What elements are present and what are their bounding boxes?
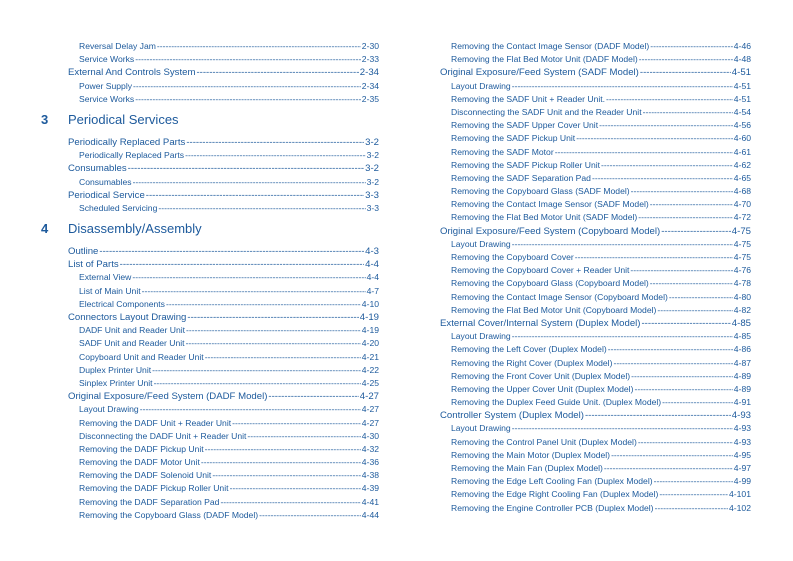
toc-entry-page: 2-35: [361, 93, 379, 104]
toc-leader: [638, 211, 733, 224]
toc-entry-page: 4-68: [733, 186, 751, 197]
toc-entry-title: Removing the SADF Pickup Roller Unit: [451, 159, 601, 170]
toc-leader: [643, 106, 733, 119]
toc-leader: [140, 403, 361, 416]
toc-entry-page: 3-3: [366, 202, 379, 213]
toc-leader: [611, 449, 733, 462]
toc-entry[interactable]: [68, 66, 379, 79]
toc-entry-title: Removing the DADF Motor Unit: [79, 457, 200, 468]
toc-entry-page: 4-89: [733, 383, 751, 394]
toc-entry-page: 4-39: [361, 483, 379, 494]
toc-entry-title: Removing the Contact Image Sensor (DADF Model): [451, 41, 650, 51]
toc-right-column: [440, 40, 751, 515]
chapter-title: Periodical Services: [68, 111, 179, 127]
toc-entry[interactable]: [440, 317, 751, 330]
toc-entry[interactable]: [440, 66, 751, 79]
toc-entry-title: Original Exposure/Feed System (Copyboard Model): [440, 225, 661, 237]
toc-entry[interactable]: [68, 417, 379, 430]
toc-entry-title: Removing the DADF Pickup Unit: [79, 443, 204, 454]
toc-entry-title: Removing the Main Motor (Duplex Model): [451, 449, 611, 460]
toc-entry-page: 4-19: [359, 312, 379, 323]
toc-leader: [634, 383, 732, 396]
toc-entry-page: 3-2: [366, 150, 379, 161]
toc-entry-page: 4-60: [733, 133, 751, 144]
toc-entry[interactable]: [68, 337, 379, 350]
toc-leader: [230, 482, 361, 495]
chapter-title: Disassembly/Assembly: [68, 221, 202, 237]
toc-leader: [142, 285, 366, 298]
toc-entry-title: Removing the Flat Bed Motor Unit (SADF Model): [451, 212, 638, 223]
toc-entry-page: 3-2: [365, 163, 379, 175]
toc-entry-page: 4-62: [733, 159, 751, 170]
toc-entry[interactable]: [440, 185, 751, 198]
toc-entry-title: Removing the Upper Cover Unit (Duplex Model): [451, 383, 634, 394]
toc-entry[interactable]: [68, 202, 379, 215]
toc-entry[interactable]: [440, 132, 751, 145]
toc-entry-title: Removing the SADF Upper Cover Unit: [451, 120, 599, 131]
toc-entry-title: List of Parts: [68, 259, 119, 271]
toc-entry[interactable]: [440, 53, 751, 66]
toc-entry[interactable]: [440, 225, 751, 238]
toc-entry-page: 4-72: [733, 212, 751, 223]
toc-entry-title: Removing the Copyboard Glass (DADF Model): [79, 509, 259, 520]
toc-entry-title: Reversal Delay Jam: [79, 41, 156, 51]
toc-entry-title: List of Main Unit: [79, 285, 141, 296]
toc-leader: [154, 377, 361, 390]
toc-leader: [205, 351, 361, 364]
toc-entry[interactable]: [68, 390, 379, 403]
toc-leader: [657, 304, 732, 317]
toc-leader: [512, 80, 733, 93]
toc-entry-title: Removing the Front Cover Unit (Duplex Model): [451, 370, 631, 381]
toc-entry[interactable]: [440, 93, 751, 106]
toc-entry-title: Removing the Flat Bed Motor Unit (Copyboard Model): [451, 304, 657, 315]
toc-entry[interactable]: [440, 172, 751, 185]
toc-entry-title: Removing the Copyboard Glass (SADF Model): [451, 186, 630, 197]
toc-entry[interactable]: [68, 377, 379, 390]
toc-leader: [659, 488, 728, 501]
toc-entry[interactable]: [440, 40, 751, 53]
toc-entry-page: 4-21: [361, 351, 379, 362]
toc-entry[interactable]: [440, 330, 751, 343]
toc-entry-page: 4-32: [361, 443, 379, 454]
toc-entry-page: 2-34: [359, 67, 379, 79]
toc-entry-page: 4-99: [733, 476, 751, 487]
toc-entry-page: 4-22: [361, 364, 379, 375]
toc-leader: [606, 93, 733, 106]
toc-entry-title: Removing the Edge Right Cooling Fan (Duplex Model): [451, 489, 659, 500]
toc-entry-title: Layout Drawing: [451, 238, 511, 249]
toc-entry[interactable]: [68, 245, 379, 258]
toc-entry-page: 3-2: [366, 176, 379, 187]
toc-entry[interactable]: [440, 211, 751, 224]
toc-section-continued: [440, 40, 751, 515]
chapter-heading[interactable]: [41, 111, 379, 134]
toc-entry[interactable]: [440, 264, 751, 277]
toc-entry-title: DADF Unit and Reader Unit: [79, 325, 186, 336]
toc-entry-page: 4-56: [733, 120, 751, 131]
toc-entry-title: Removing the Contact Image Sensor (SADF Model): [451, 199, 649, 210]
toc-entry-page: 4-25: [361, 377, 379, 388]
toc-entry-page: 4-89: [733, 370, 751, 381]
toc-entry-page: 4-97: [733, 463, 751, 473]
toc-entry[interactable]: [68, 136, 379, 149]
toc-leader: [608, 343, 733, 356]
toc-entry-page: 4-48: [733, 54, 751, 65]
toc-entry[interactable]: [440, 238, 751, 251]
toc-entry[interactable]: [440, 119, 751, 132]
toc-entry[interactable]: [68, 53, 379, 66]
toc-entry[interactable]: [440, 80, 751, 93]
toc-leader: [135, 53, 361, 66]
toc-leader: [585, 409, 731, 422]
toc-entry[interactable]: [440, 106, 751, 119]
toc-leader: [601, 159, 733, 172]
toc-entry[interactable]: [68, 285, 379, 298]
toc-entry-page: 2-30: [361, 41, 379, 51]
toc-entry-title: Removing the Right Cover (Duplex Model): [451, 357, 613, 368]
toc-entry[interactable]: [440, 488, 751, 501]
toc-entry-title: Removing the Copyboard Cover + Reader Unit: [451, 265, 630, 276]
toc-entry[interactable]: [68, 162, 379, 175]
toc-entry-page: 4-30: [361, 430, 379, 441]
toc-entry[interactable]: [68, 430, 379, 443]
toc-entry-page: 4-87: [733, 357, 751, 368]
toc-leader: [638, 436, 733, 449]
toc-entry-title: Removing the Flat Bed Motor Unit (DADF Model): [451, 54, 638, 65]
chapter-number: 4: [41, 221, 49, 237]
toc-entry-page: 4-75: [733, 252, 751, 262]
toc-leader: [157, 40, 361, 53]
toc-entry[interactable]: [440, 343, 751, 356]
toc-leader: [247, 430, 360, 443]
toc-entry-page: 4-51: [733, 80, 751, 91]
toc-entry[interactable]: [440, 502, 751, 515]
toc-entry-title: Removing the Left Cover (Duplex Model): [451, 344, 607, 355]
chapter-entries: [68, 245, 379, 522]
toc-entry-page: 4-38: [361, 470, 379, 481]
toc-entry[interactable]: [440, 304, 751, 317]
toc-entry[interactable]: [440, 198, 751, 211]
toc-entry-title: Periodical Service: [68, 189, 145, 201]
toc-entry-page: 4-70: [733, 199, 751, 210]
toc-leader: [604, 462, 733, 475]
toc-entry-page: 4-91: [733, 397, 751, 408]
toc-entry-title: Removing the DADF Pickup Roller Unit: [79, 483, 229, 494]
toc-entry[interactable]: [68, 496, 379, 509]
toc-entry[interactable]: [68, 176, 379, 189]
chapter-entries: [68, 136, 379, 215]
toc-entry-page: 4-27: [361, 417, 379, 428]
toc-entry-page: 4-4: [366, 272, 379, 283]
toc-leader: [268, 390, 358, 403]
toc-entry[interactable]: [440, 357, 751, 370]
toc-entry-title: Power Supply: [79, 80, 133, 91]
toc-leader: [655, 502, 728, 515]
toc-entry-title: Removing the Copyboard Glass (Copyboard Model): [451, 278, 649, 289]
toc-entry-title: Removing the SADF Motor: [451, 146, 554, 157]
toc-entry-title: Removing the SADF Pickup Unit: [451, 133, 576, 144]
chapter-3: [41, 111, 379, 215]
toc-entry-title: Periodically Replaced Parts: [68, 136, 186, 148]
toc-leader: [654, 475, 733, 488]
toc-entry-page: 4-78: [733, 278, 751, 289]
toc-entry-title: Outline: [68, 246, 99, 258]
toc-leader: [232, 417, 361, 430]
toc-entry[interactable]: [440, 159, 751, 172]
toc-leader: [196, 66, 358, 79]
toc-leader: [186, 136, 364, 149]
toc-leader: [205, 443, 361, 456]
toc-entry[interactable]: [68, 364, 379, 377]
toc-entry-title: Removing the Edge Left Cooling Fan (Duplex Model): [451, 476, 653, 487]
toc-leader: [185, 149, 365, 162]
toc-entry-page: 2-34: [361, 80, 379, 91]
toc-entry[interactable]: [440, 146, 751, 159]
toc-leader: [576, 132, 733, 145]
toc-entry[interactable]: [68, 189, 379, 202]
toc-leader: [201, 456, 361, 469]
toc-leader: [186, 337, 361, 350]
toc-entry-page: 4-101: [729, 489, 751, 500]
toc-left-column: [41, 40, 379, 522]
toc-entry-title: Consumables: [79, 176, 132, 187]
toc-entry-page: 4-7: [366, 285, 379, 296]
toc-leader: [631, 370, 733, 383]
toc-entry[interactable]: [440, 396, 751, 409]
toc-entry-title: Original Exposure/Feed System (SADF Model): [440, 67, 639, 79]
toc-entry-title: Removing the DADF Solenoid Unit: [79, 470, 212, 481]
toc-entry-title: Scheduled Servicing: [79, 202, 158, 213]
toc-leader: [128, 162, 364, 175]
toc-entry-page: 4-85: [733, 331, 751, 342]
toc-entry-title: Removing the Control Panel Unit (Duplex Model): [451, 436, 637, 447]
toc-entry-title: Electrical Components: [79, 298, 165, 309]
toc-leader: [575, 251, 733, 264]
toc-entry-page: 4-36: [361, 457, 379, 468]
toc-entry-page: 4-20: [361, 338, 379, 349]
toc-entry[interactable]: [68, 324, 379, 337]
toc-leader: [133, 176, 366, 189]
toc-leader: [631, 185, 733, 198]
toc-section-continued: [68, 40, 379, 106]
toc-leader: [640, 66, 731, 79]
toc-entry-title: Disconnecting the DADF Unit + Reader Unit: [79, 430, 247, 441]
toc-entry-page: 4-86: [733, 344, 751, 355]
toc-entry-page: 4-76: [733, 265, 751, 276]
toc-leader: [152, 364, 361, 377]
toc-entry[interactable]: [440, 462, 751, 475]
toc-entry-title: Removing the DADF Unit + Reader Unit: [79, 417, 232, 428]
toc-entry-page: 4-41: [361, 496, 379, 507]
toc-entry-page: 4-3: [365, 246, 379, 258]
toc-entry[interactable]: [440, 409, 751, 422]
toc-entry-page: 2-33: [361, 54, 379, 65]
toc-leader: [669, 291, 733, 304]
toc-entry-page: 4-95: [733, 449, 751, 460]
toc-entry[interactable]: [440, 475, 751, 488]
toc-entry[interactable]: [440, 370, 751, 383]
toc-entry-page: 4-51: [731, 67, 751, 79]
toc-entry[interactable]: [440, 291, 751, 304]
chapter-number: 3: [41, 111, 49, 127]
toc-entry-title: Controller System (Duplex Model): [440, 410, 584, 422]
toc-entry-title: Removing the SADF Separation Pad: [451, 172, 591, 183]
toc-entry-title: Removing the DADF Separation Pad: [79, 496, 220, 507]
toc-entry-title: Removing the SADF Unit + Reader Unit.: [451, 93, 606, 104]
toc-entry-title: Layout Drawing: [451, 80, 511, 91]
toc-leader: [630, 264, 732, 277]
toc-entry-title: Layout Drawing: [79, 404, 139, 415]
chapter-heading[interactable]: [41, 221, 379, 243]
toc-entry-title: Consumables: [68, 163, 127, 175]
toc-entry-title: External View: [79, 272, 132, 283]
toc-entry-page: 4-93: [731, 410, 751, 422]
toc-leader: [135, 93, 361, 106]
toc-entry[interactable]: [68, 149, 379, 162]
toc-entry[interactable]: [68, 40, 379, 53]
toc-entry[interactable]: [440, 251, 751, 264]
toc-leader: [650, 198, 733, 211]
toc-entry[interactable]: [68, 469, 379, 482]
toc-entry-page: 4-61: [733, 146, 751, 157]
toc-entry-page: 4-65: [733, 172, 751, 183]
toc-leader: [639, 53, 733, 66]
toc-leader: [146, 189, 364, 202]
toc-entry[interactable]: [68, 311, 379, 324]
toc-leader: [220, 496, 360, 509]
toc-leader: [512, 330, 733, 343]
toc-leader: [599, 119, 733, 132]
toc-entry-page: 4-82: [733, 304, 751, 315]
toc-entry-title: Periodically Replaced Parts: [79, 150, 185, 161]
toc-entry-title: External Cover/Internal System (Duplex Model): [440, 317, 641, 329]
toc-entry-title: Disconnecting the SADF Unit and the Reader Unit: [451, 106, 642, 117]
toc-entry-title: SADF Unit and Reader Unit: [79, 338, 185, 349]
toc-entry-title: Layout Drawing: [451, 331, 511, 342]
toc-leader: [133, 80, 361, 93]
toc-entry-page: 4-80: [733, 291, 751, 302]
toc-leader: [259, 509, 361, 522]
toc-leader: [613, 357, 732, 370]
toc-entry-title: Removing the Contact Image Sensor (Copyboard Model): [451, 291, 668, 302]
toc-leader: [512, 422, 733, 435]
toc-entry-page: 4-19: [361, 325, 379, 336]
toc-entry-page: 4-85: [731, 317, 751, 329]
toc-entry[interactable]: [68, 509, 379, 522]
toc-entry-title: Removing the Main Fan (Duplex Model): [451, 463, 603, 473]
toc-entry-page: 4-46: [733, 41, 751, 51]
toc-entry[interactable]: [68, 80, 379, 93]
toc-leader: [650, 40, 733, 53]
toc-leader: [661, 225, 731, 238]
toc-entry-title: Removing the Copyboard Cover: [451, 252, 574, 262]
toc-entry-title: Original Exposure/Feed System (DADF Model): [68, 391, 268, 403]
chapter-4: [41, 221, 379, 522]
toc-entry-title: Copyboard Unit and Reader Unit: [79, 351, 204, 362]
toc-entry[interactable]: [68, 456, 379, 469]
toc-entry-page: 4-51: [733, 93, 751, 104]
toc-leader: [641, 317, 730, 330]
toc-entry-title: Connectors Layout Drawing: [68, 312, 187, 323]
toc-entry[interactable]: [68, 93, 379, 106]
toc-leader: [662, 396, 733, 409]
toc-leader: [592, 172, 733, 185]
toc-entry-title: Sinplex Printer Unit: [79, 377, 153, 388]
toc-leader: [555, 146, 733, 159]
toc-leader: [99, 245, 364, 258]
toc-entry-title: External And Controls System: [68, 67, 196, 79]
toc-entry[interactable]: [440, 422, 751, 435]
toc-entry-page: 4-54: [733, 106, 751, 117]
toc-entry-page: 4-75: [731, 225, 751, 237]
toc-leader: [212, 469, 360, 482]
toc-entry[interactable]: [68, 258, 379, 271]
toc-entry-title: Duplex Printer Unit: [79, 364, 152, 375]
toc-entry-page: 3-3: [365, 189, 379, 201]
toc-leader: [187, 311, 358, 324]
toc-entry[interactable]: [440, 436, 751, 449]
toc-entry-page: 4-75: [733, 238, 751, 249]
toc-entry[interactable]: [440, 449, 751, 462]
toc-entry-title: Layout Drawing: [451, 423, 511, 434]
toc-entry[interactable]: [68, 482, 379, 495]
toc-entry-title: Service Works: [79, 54, 135, 65]
toc-entry-page: 4-10: [361, 298, 379, 309]
toc-entry-page: 3-2: [365, 136, 379, 148]
toc-entry[interactable]: [68, 298, 379, 311]
toc-leader: [650, 277, 733, 290]
toc-entry-page: 4-4: [365, 259, 379, 271]
toc-leader: [158, 202, 365, 215]
toc-leader: [120, 258, 364, 271]
toc-entry-page: 4-93: [733, 423, 751, 434]
toc-entry-title: Service Works: [79, 93, 135, 104]
toc-entry[interactable]: [68, 351, 379, 364]
toc-entry-page: 4-27: [359, 391, 379, 403]
toc-leader: [166, 298, 361, 311]
toc-leader: [512, 238, 733, 251]
toc-entry[interactable]: [68, 443, 379, 456]
toc-entry[interactable]: [68, 403, 379, 416]
toc-entry-page: 4-93: [733, 436, 751, 447]
toc-entry-title: Removing the Engine Controller PCB (Duplex Model): [451, 502, 654, 513]
toc-entry[interactable]: [440, 277, 751, 290]
toc-entry-page: 4-44: [361, 509, 379, 520]
toc-entry[interactable]: [68, 271, 379, 284]
toc-entry-title: Removing the Duplex Feed Guide Unit. (Duplex Model): [451, 397, 662, 408]
toc-entry-page: 4-27: [361, 404, 379, 415]
toc-entry[interactable]: [440, 383, 751, 396]
toc-leader: [132, 271, 365, 284]
toc-entry-page: 4-102: [729, 502, 751, 513]
toc-leader: [186, 324, 361, 337]
